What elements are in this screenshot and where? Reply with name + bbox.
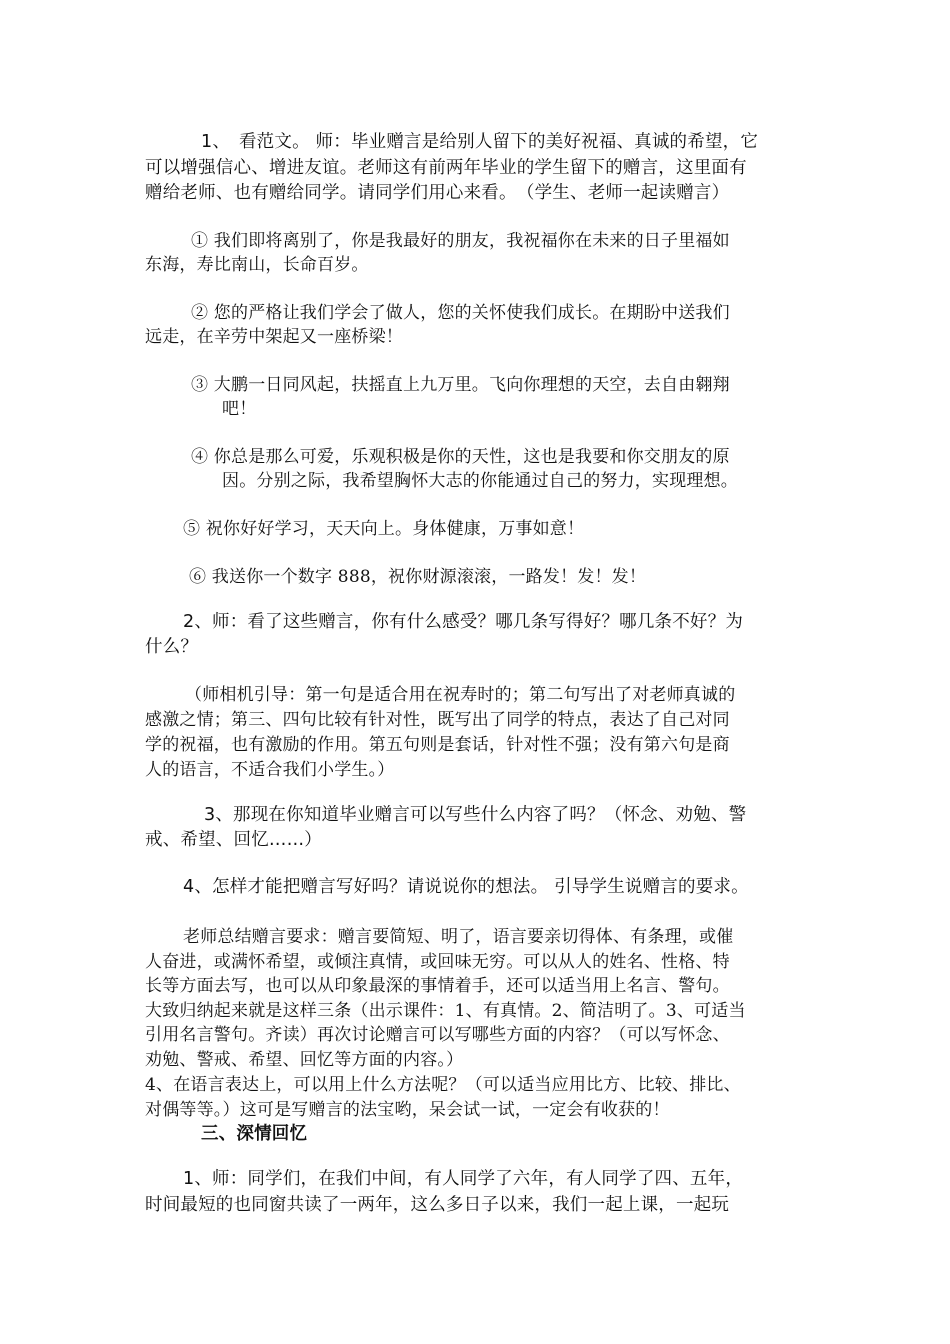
- text-line: ③ 大鹏一日同风起，扶摇直上九万里。飞向你理想的天空，去自由翱翔: [191, 375, 730, 395]
- text-line: 吧！: [222, 399, 257, 419]
- text-line: 引用名言警句。齐读）再次讨论赠言可以写哪些方面的内容？（可以写怀念、: [145, 1025, 730, 1045]
- text-line: 老师总结赠言要求：赠言要简短、明了，语言要亲切得体、有条理，或催: [183, 927, 734, 947]
- text-line: 1、 看范文。 师：毕业赠言是给别人留下的美好祝福、真诚的希望，它: [201, 132, 759, 152]
- text-line: 东海，寿比南山，长命百岁。: [145, 255, 369, 275]
- section-heading: 三、深情回忆: [201, 1124, 308, 1144]
- text-line: 4、怎样才能把赠言写好吗？请说说你的想法。 引导学生说赠言的要求。: [183, 877, 749, 897]
- text-line: 学的祝福，也有激励的作用。第五句则是套话，针对性不强；没有第六句是商: [145, 735, 730, 755]
- text-line: 戒、希望、回忆……）: [145, 830, 322, 850]
- text-line: 劝勉、警戒、希望、回忆等方面的内容。）: [145, 1050, 464, 1070]
- text-line: ② 您的严格让我们学会了做人，您的关怀使我们成长。在期盼中送我们: [191, 303, 730, 323]
- text-line: 什么？: [145, 637, 199, 657]
- text-line: 长等方面去写，也可以从印象最深的事情着手，还可以适当用上名言、警句。: [145, 976, 730, 996]
- text-line: 时间最短的也同窗共读了一两年，这么多日子以来，我们一起上课，一起玩: [145, 1195, 730, 1215]
- text-line: 人的语言，不适合我们小学生。）: [145, 760, 395, 780]
- text-line: 人奋进，或满怀希望，或倾注真情，或回味无穷。可以从人的姓名、性格、特: [145, 952, 730, 972]
- text-line: 可以增强信心、增进友谊。老师这有前两年毕业的学生留下的赠言，这里面有: [145, 158, 747, 178]
- text-line: 远走，在辛劳中架起又一座桥梁！: [145, 327, 403, 347]
- text-line: 因。分别之际，我希望胸怀大志的你能通过自己的努力，实现理想。: [222, 471, 738, 491]
- text-line: ① 我们即将离别了，你是我最好的朋友，我祝福你在未来的日子里福如: [191, 231, 730, 251]
- text-line: ⑥ 我送你一个数字 888，祝你财源滚滚，一路发！发！发！: [189, 567, 647, 587]
- text-line: 赠给老师、也有赠给同学。请同学们用心来看。 （学生、老师一起读赠言）: [145, 183, 730, 203]
- text-line: 大致归纳起来就是这样三条（出示课件：1、有真情。2、简洁明了。3、可适当: [145, 1001, 746, 1021]
- text-line: ④ 你总是那么可爱，乐观积极是你的天性，这也是我要和你交朋友的原: [191, 447, 730, 467]
- text-line: 4、在语言表达上，可以用上什么方法呢？（可以适当应用比方、比较、排比、: [145, 1075, 741, 1095]
- text-line: 感激之情；第三、四句比较有针对性，既写出了同学的特点，表达了自己对同: [145, 710, 730, 730]
- text-line: 3、那现在你知道毕业赠言可以写些什么内容了吗？（怀念、劝勉、警: [204, 805, 747, 825]
- text-line: 对偶等等。）这可是写赠言的法宝哟，呆会试一试，一定会有收获的！: [145, 1100, 670, 1120]
- text-line: 1、师：同学们，在我们中间，有人同学了六年，有人同学了四、五年，: [183, 1169, 744, 1189]
- text-line: ⑤ 祝你好好学习，天天向上。身体健康，万事如意！: [183, 519, 585, 539]
- text-line: （师相机引导：第一句是适合用在祝寿时的；第二句写出了对老师真诚的: [185, 685, 736, 705]
- text-line: 2、师：看了这些赠言，你有什么感受？哪几条写得好？哪几条不好？为: [183, 612, 744, 632]
